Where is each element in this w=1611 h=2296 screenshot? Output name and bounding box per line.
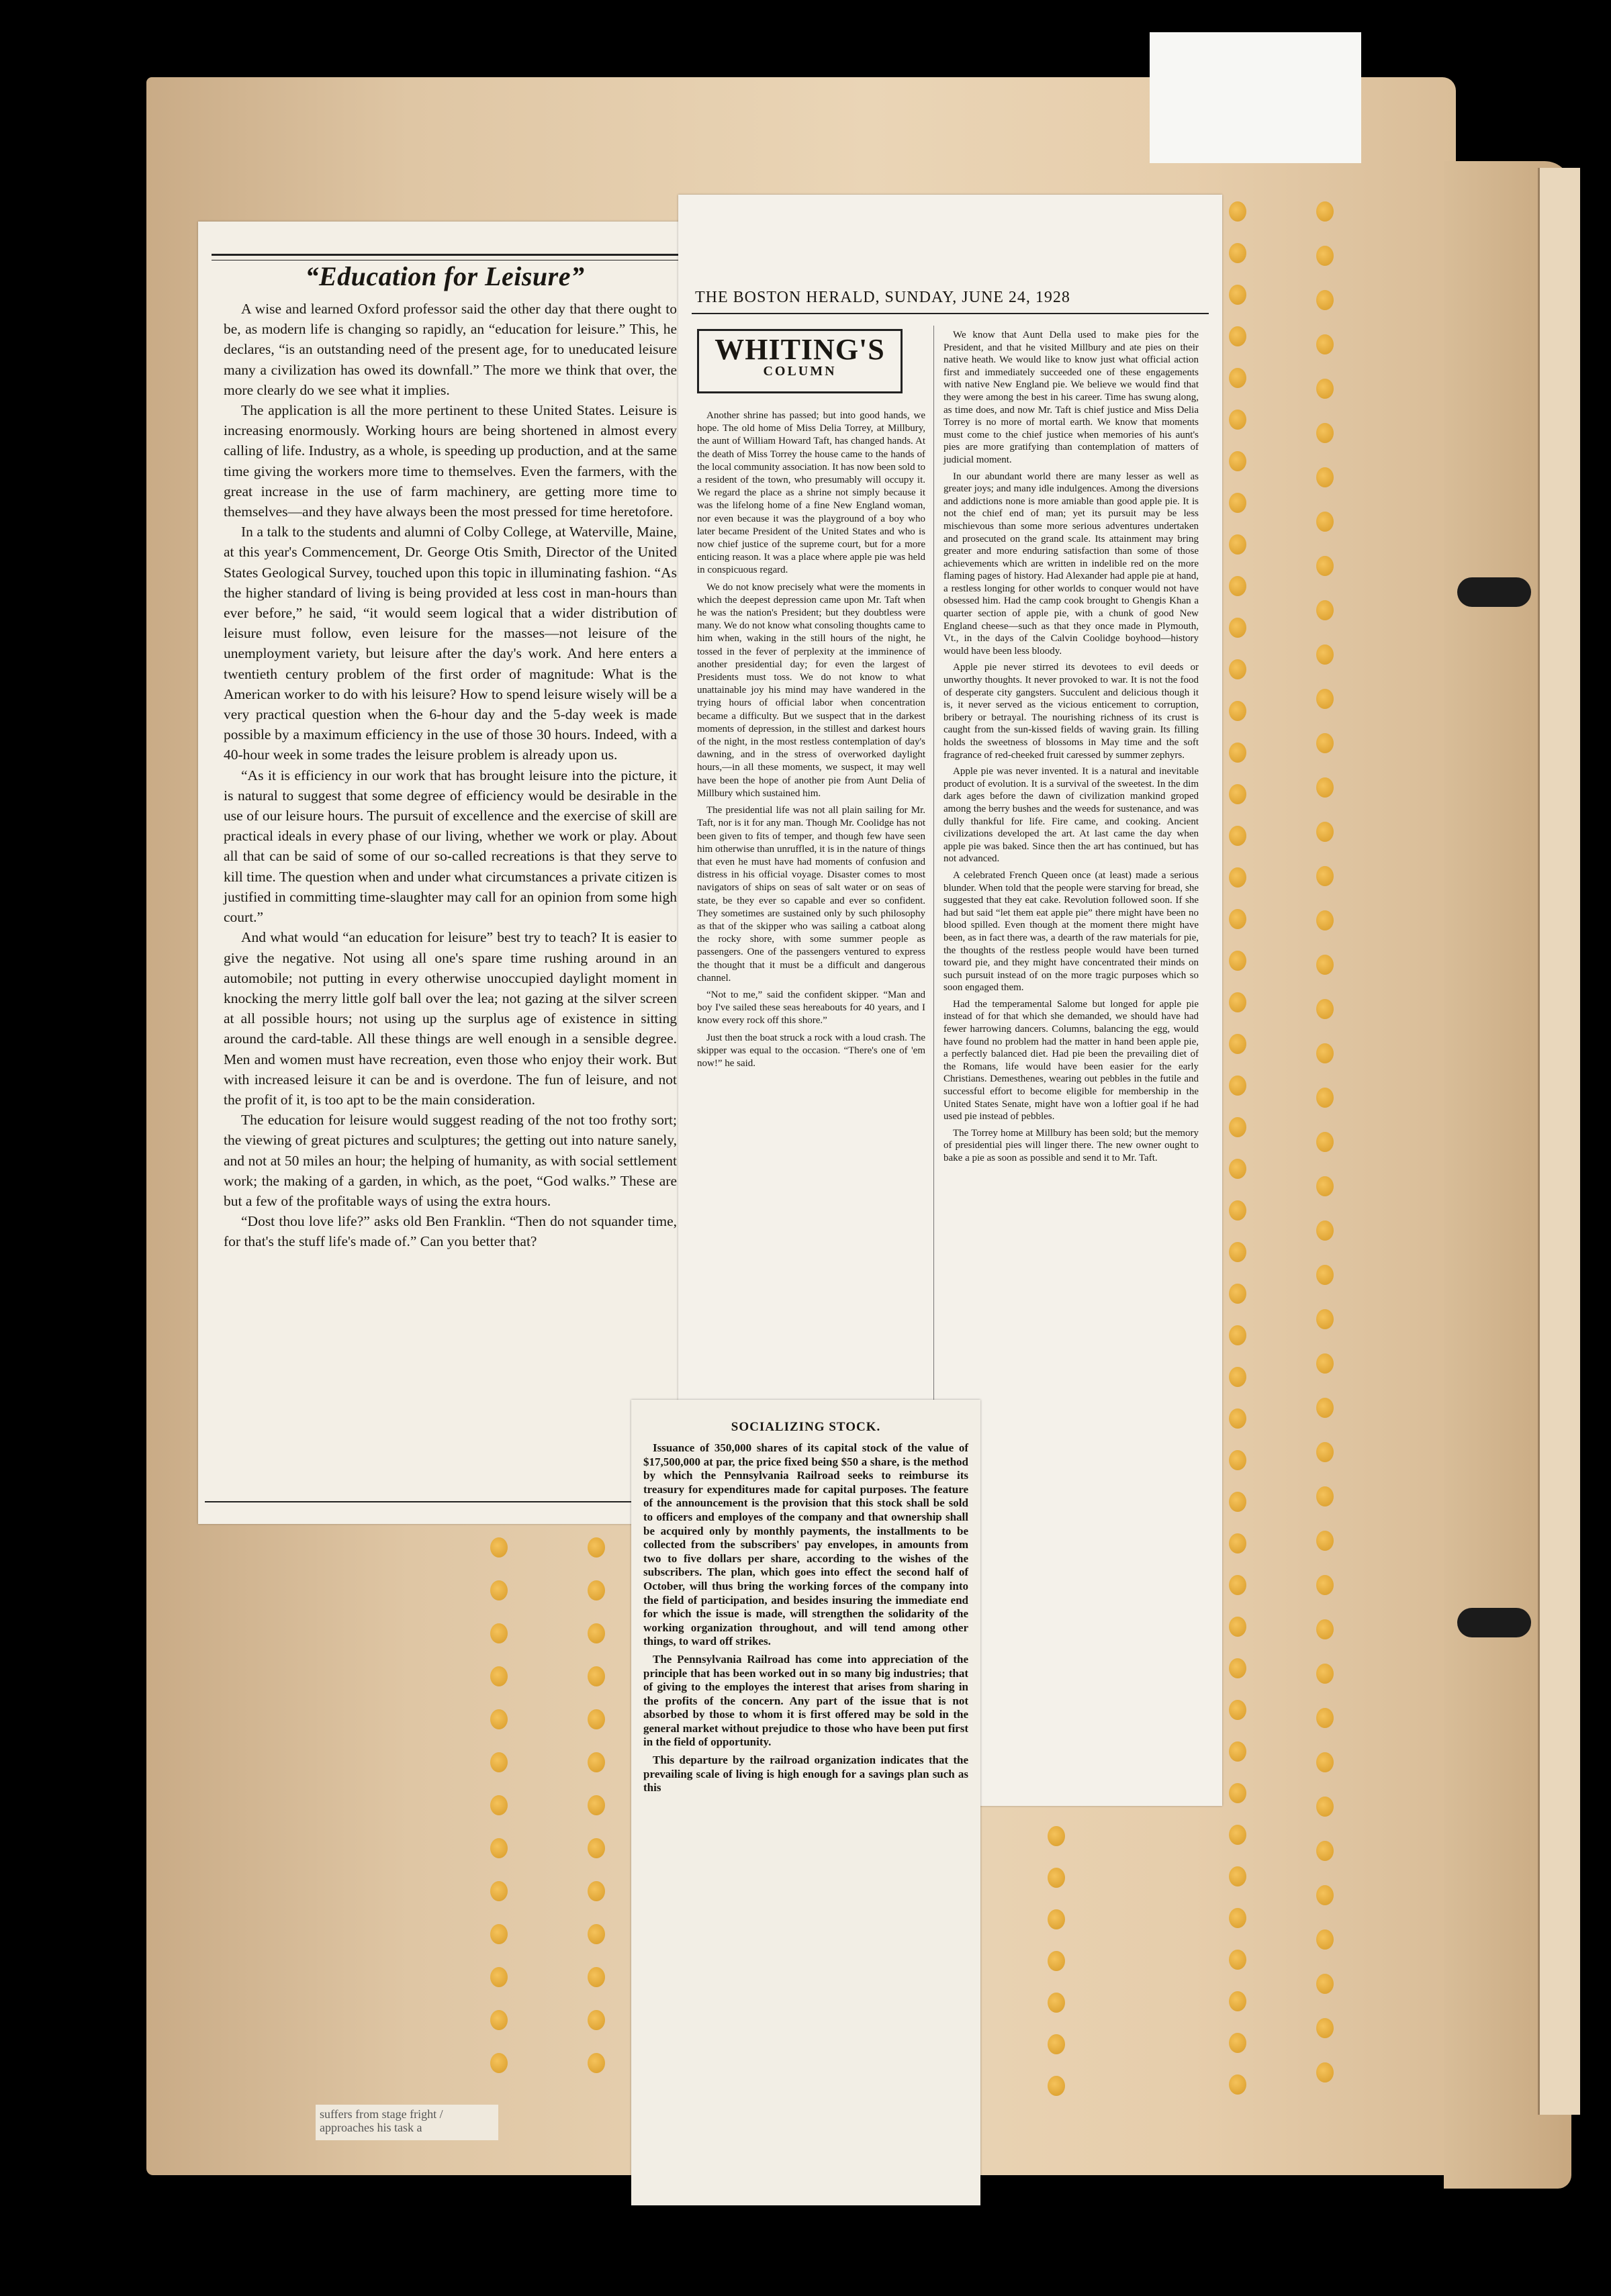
perforation-dot (1316, 290, 1334, 310)
perforation-dot (1229, 1700, 1246, 1720)
perforation-dot (1316, 644, 1334, 665)
perforation-dot (1229, 826, 1246, 846)
perforation-dot (1316, 1974, 1334, 1994)
herald-paragraph: Apple pie was never invented. It is a natural and inevitable product of evolution. It is a survival of the sweetest. In the dim dark ages before the dawn of civilization mankind groped among the berry bushes and the weeds for sustenance, and was dully thankful for life. Fire came, and cooking. Ancient civilizations developed the art. At last came the day when apple pie was baked. Since then the art has continued, but has not advanced. (943, 766, 1199, 865)
perforation-dot (1316, 1575, 1334, 1595)
perforation-dot (1316, 556, 1334, 576)
perforation-dot (1316, 1265, 1334, 1285)
perforation-dot (1229, 867, 1246, 888)
perforation-dot (490, 1967, 508, 1987)
perforation-dot (1229, 368, 1246, 388)
perforation-dot (1316, 866, 1334, 886)
perforation-dot (1229, 1866, 1246, 1886)
perforation-dot (1229, 1741, 1246, 1762)
perforation-dot (1316, 246, 1334, 266)
perforation-dot (1229, 618, 1246, 638)
perforation-dot (1316, 1752, 1334, 1772)
perforation-dot (1229, 410, 1246, 430)
editorial-paragraph: And what would “an education for leisure” best try to teach? It is easier to give the negative. Not using all one's spare time rushing around in an automobile; not putting in every otherwise unoccupied daylight moment in knocking the merry little golf ball over the lea; not gazing at the silver screen at all possible hours; not using up the surplus age of existence in sitting around the card-table. All these things are well enough in a sensible degree. Men and women must have recreation, even those who enjoy their work. But with increased leisure it can be and is overdone. The fun of leisure, and not the profit of it, is too apt to be the main consideration. (224, 929, 677, 1108)
perforation-dot (1229, 1950, 1246, 1970)
binder-clip-lower (1457, 1608, 1531, 1637)
perforation-dot (1316, 910, 1334, 930)
social-paragraph: This departure by the railroad organization indicates that the prevailing scale of living is high enough for a savings plan such as this (643, 1754, 968, 1795)
perforation-dot (1229, 1325, 1246, 1345)
perforation-dot (1229, 1533, 1246, 1553)
editorial-paragraph: “As it is efficiency in our work that has brought leisure into the picture, it is natural to suggest that some degree of efficiency would be desirable in the use of our leisure hours. The pursuit of excellence and the exercise of skill are practical ideals in every phase of our living, whether we work or play. About all that can be said of some of our so-called recreations is that they serve to kill time. The question when and under what circumstances a private citizen is justified in committing time-slaughter may call for an opinion from some high court.” (224, 767, 677, 926)
perforation-dot (1316, 822, 1334, 842)
herald-paragraph: The Torrey home at Millbury has been sold; but the memory of presidential pies will linger there. The new owner ought to bake a pie as soon as possible and send it to Mr. Taft. (943, 1127, 1199, 1163)
perforation-dot (1048, 1868, 1065, 1888)
perforation-dot (1229, 493, 1246, 513)
perforation-dot (1229, 534, 1246, 555)
perforation-dot (1229, 909, 1246, 929)
perforation-dot (588, 1580, 605, 1600)
perforation-dot (490, 2010, 508, 2030)
perforation-dot (588, 1666, 605, 1686)
masthead-subtitle: COLUMN (763, 364, 837, 379)
perforation-dot (1229, 576, 1246, 596)
perforation-dot (1316, 1398, 1334, 1418)
social-paragraph: The Pennsylvania Railroad has come into appreciation of the principle that has been worked out in so many big industries; that of giving to the employes the interest that arises from sharing in the profits of the concern. Any part of the issue that is not absorbed by those to whom it is first offered may be sold in the general market without prejudice to those who have been put first in the field of opportunity. (643, 1652, 968, 1749)
perforation-dot (1229, 243, 1246, 263)
herald-column-left (697, 410, 925, 1074)
perforation-dot (1229, 992, 1246, 1012)
perforation-dot (1229, 1284, 1246, 1304)
binder-clip-upper (1457, 577, 1531, 607)
perforation-dot (490, 1795, 508, 1815)
perforation-dot (1048, 2076, 1065, 2096)
perforation-dot (1316, 1885, 1334, 1905)
herald-paragraph: Apple pie never stirred its devotees to evil deeds or unworthy thoughts. It never provoked to war. It is not the food of desperate city gangsters. Succulent and delicious though it is, it never served as the vicious enticement to corruption, bribery or betrayal. The nourishing richness of its crust is caught from the sun-kissed fields of waving grain. Its filling holds the sweetness of blossoms in May time and the soft fragrance of red-cheeked fruit caressed by summer zephyrs. (943, 662, 1199, 761)
perforation-dot (588, 1537, 605, 1558)
perforation-dot (1229, 326, 1246, 346)
perforation-dot (1229, 1117, 1246, 1137)
perforation-dot (588, 1752, 605, 1772)
editorial-title: “Education for Leisure” (305, 261, 585, 291)
herald-paragraph: “Not to me,” said the confident skipper. “Man and boy I've sailed these seas hereabouts for 40 years, and I know every rock off this shore.” (697, 989, 925, 1026)
herald-paragraph: We do not know precisely what were the moments in which the deepest depression came upon Mr. Taft when he was the nation's President; but they doubtless were many. We do not know what consoling thoughts came to him when, waking in the still hours of the night, he tossed in the fever of perplexity at the imminence of another presidential day; for even the largest of Presidents must toss. We do not know to what unattainable joy his mind may have wandered in the trying hours of official labor when concentration became a difficulty. But we suspect that in the darkest moments of depression, in the stillest and darkest hours of the night, in the most restless contemplation of day's dawning, and in the stress of overworked daylight hours,—in all these moments, we suspect, it may well have been the hope of another pie from Aunt Delia of Millbury which sustained him. (697, 581, 925, 799)
masthead-title: WHITING'S (715, 333, 885, 366)
perforation-dot (1229, 659, 1246, 679)
perforation-dot (1229, 1908, 1246, 1928)
social-paragraph: Issuance of 350,000 shares of its capital stock of the value of $17,500,000 at par, the price fixed being $50 a share, is the method by which the Pennsylvania Railroad seeks to reimburse its treasury for expenditures made for capital purposes. The feature of the announcement is the provision that this stock shall be sold to officers and employes of the company and that ownership shall be acquired only by monthly payments, the installments to be collected from the subscribers' pay envelopes, in amounts from two to five dollars per share, according to the wishes of the subscribers. The plan, which goes into effect the second half of October, will thus bring the working forces of the company into the field of participation, and besides insuring the immediate end for which the issue is made, will strengthen the solidarity of the working organization throughout, and will tend among other things, to ward off strikes. (643, 1441, 968, 1648)
perforation-dot (1316, 2062, 1334, 2083)
perforation-dot (1316, 777, 1334, 798)
perforation-dot (588, 1967, 605, 1987)
perforation-dot (1229, 201, 1246, 222)
perforation-dot (1316, 999, 1334, 1019)
perforation-dot (1316, 1841, 1334, 1861)
perforation-dot (1229, 1991, 1246, 2011)
perforation-dot (1229, 1034, 1246, 1054)
herald-paragraph: In our abundant world there are many lesser as well as greater joys; and many idle indulgences. Among the diversions and addictions none is more amiable than good apple pie. It is not the chief end of man; yet its pursuit may be less mischievous than some more serious adventures undertaken and prosecuted on the grand scale. Its attainment may bring greater and more enduring satisfaction than some of those achievements which are written in indelible red on the more flaming pages of history. Had Alexander had apple pie at hand, a restless longing for other worlds to conquer would not have obsessed him. Had the camp cook brought to Ghengis Khan a quarter section of apple pie, with a chunk of good New England cheese—such as that they once made in Plymouth, Vt., in the days of the Calvin Coolidge boyhood—history would have been less bloody. (943, 471, 1199, 657)
column-masthead (697, 329, 903, 393)
perforation-dot (490, 1709, 508, 1729)
perforation-dot (490, 1580, 508, 1600)
perforation-dot (1316, 600, 1334, 620)
herald-paragraph: We know that Aunt Della used to make pies for the President, and that he visited Millbury and ate pies on their native heath. We would like to know just what official action first and immediately succeeded one of these engagements with native New England pie. We believe we would find that they were among the best in his career. Time has swung along, as time does, and now Mr. Taft is chief justice and Miss Delia Torrey is no more of mortal earth. We know that moments must come to the chief justice when memories of his aunt's pies are more gratifying than contemplation of matters of judicial moment. (943, 330, 1199, 465)
perforation-dot (1316, 423, 1334, 443)
perforation-dot (588, 2010, 605, 2030)
perforation-dot (1316, 512, 1334, 532)
perforation-dot (1229, 1825, 1246, 1845)
perforation-dot (490, 1924, 508, 1944)
perforation-dot (1229, 743, 1246, 763)
perforation-dot (1316, 1353, 1334, 1374)
perforation-dot (588, 1881, 605, 1901)
perforation-dot (1316, 1619, 1334, 1639)
perforation-dot (1048, 2034, 1065, 2054)
herald-paragraph: A celebrated French Queen once (at least) made a serious blunder. When told that the people were starving for bread, she suggested that they eat cake. Revolution followed soon. If she had but said “let them eat apple pie” there might have been no blood spilled. Even though at the moment there might have been, as in fact there was, a dearth of the raw materials for pie, the thoughts of the restless people would have been turned toward pie, and they might have concentrated their minds on such pursuit instead of on the more tragic purposes which so soon engaged them. (943, 869, 1199, 994)
perforation-dot (1316, 1043, 1334, 1063)
perforation-dot (1048, 1826, 1065, 1846)
perforation-dot (1316, 1664, 1334, 1684)
perforation-dot (588, 1838, 605, 1858)
dateline-rule (692, 313, 1209, 314)
herald-paragraph: Just then the boat struck a rock with a loud crash. The skipper was equal to the occasion. “There's one of 'em now!” he said. (697, 1032, 925, 1069)
perforation-dot (490, 1666, 508, 1686)
perforation-dot (1229, 1200, 1246, 1221)
perforation-dot (490, 1623, 508, 1643)
perforation-dot (1229, 1658, 1246, 1678)
sticky-note (1150, 32, 1361, 163)
bottom-scrap-strip: suffers from stage fright / approaches his task a (316, 2105, 498, 2140)
editorial-paragraph: The education for leisure would suggest reading of the not too frothy sort; the viewing of great pictures and sculptures; the getting out into nature sanely, and not at 50 miles an hour; the helping of humanity, as with social settlement work; the making of a garden, in which, as the poet, “God walks.” These are but a few of the profitable ways of using the extra hours. (224, 1112, 677, 1209)
perforation-dot (1316, 1442, 1334, 1462)
herald-column-right (943, 329, 1199, 1169)
perforation-dot (588, 1709, 605, 1729)
perforation-dot (1229, 451, 1246, 471)
perforation-dot (1316, 1708, 1334, 1728)
socializing-stock-clipping (631, 1400, 980, 2205)
perforation-dot (1229, 285, 1246, 305)
herald-dateline: THE BOSTON HERALD, SUNDAY, JUNE 24, 1928 (695, 289, 1070, 306)
herald-paragraph: Had the temperamental Salome but longed for apple pie instead of for that which she demanded, we should have had fewer harrowing dancers. Columns, balancing the egg, would have found no problem had the matter in hand been apple pie, a perfectly balanced diet. Had pie been the prevailing diet of the Romans, life would have been easier for the early Christians. Demesthenes, wearing out pebbles in the futile and successful effort to become eligible for membership in the United States Senate, might have won a loftier goal if he had used pie instead of pebbles. (943, 998, 1199, 1122)
perforation-dot (1316, 733, 1334, 753)
perforation-dot (1316, 1176, 1334, 1196)
perforation-dot (1316, 955, 1334, 975)
editorial-body (224, 299, 677, 1252)
page-stack-edge (1538, 168, 1580, 2115)
editorial-clipping (198, 222, 692, 1524)
perforation-dot (490, 1537, 508, 1558)
perforation-dot (1316, 2018, 1334, 2038)
perforation-dot (490, 1881, 508, 1901)
perforation-dot (1316, 1929, 1334, 1950)
perforation-dot (1048, 1993, 1065, 2013)
perforation-dot (1316, 334, 1334, 354)
perforation-dot (490, 1838, 508, 1858)
perforation-dot (1229, 1492, 1246, 1512)
perforation-dot (588, 1795, 605, 1815)
perforation-dot (1229, 1075, 1246, 1096)
editorial-paragraph: “Dost thou love life?” asks old Ben Franklin. “Then do not squander time, for that's the stuff life's made of.” Can you better that? (224, 1213, 677, 1250)
perforation-dot (1048, 1951, 1065, 1971)
perforation-dot (1316, 689, 1334, 709)
perforation-dot (1229, 701, 1246, 721)
perforation-dot (1229, 1617, 1246, 1637)
perforation-dot (1229, 1450, 1246, 1470)
perforation-dot (588, 2053, 605, 2073)
perforation-dot (1048, 1909, 1065, 1929)
perforation-dot (1229, 2074, 1246, 2095)
perforation-dot (1229, 1408, 1246, 1429)
perforation-dot (1229, 951, 1246, 971)
bottom-rule (205, 1501, 685, 1505)
perforation-dot (1229, 1242, 1246, 1262)
editorial-paragraph: In a talk to the students and alumni of Colby College, at Waterville, Maine, at this year's Commencement, Dr. George Otis Smith, Director of the United States Geological Survey, touched upon this topic in illuminating fashion. “As the higher standard of living is being provided at less cost in man-hours than ever before,” he said, “it would seem logical that a wider distribution of leisure must follow, even leisure for the masses—not leisure of the unemployment variety, but leisure after the day's work. And here enters a twentieth century problem of the first order of magnitude: What is the American worker to do with his leisure? How to spend leisure wisely will be a very practical question when the 6-hour day and the 5-day week is made possible by a maximum efficiency in the use of those 30 hours. Indeed, with a 40-hour week in some trades the leisure problem is already upon us. (224, 524, 677, 763)
editorial-paragraph: The application is all the more pertinent to these United States. Leisure is increasing enormously. Working hours are being shortened in almost every calling of life. Industry, as a whole, is speeding up production, and at the same time giving the workers more time to themselves. Even the farmers, with the great increase in the use of farm machinery, are getting more time to themselves—and they have always been the most pressed for time heretofore. (224, 402, 677, 520)
perforation-dot (1229, 1575, 1246, 1595)
perforation-dot (1316, 1088, 1334, 1108)
perforation-dot (1316, 1309, 1334, 1329)
perforation-dot (1316, 467, 1334, 487)
perforation-dot (1229, 784, 1246, 804)
social-body (643, 1441, 968, 1799)
perforation-dot (1229, 1367, 1246, 1387)
editorial-paragraph: A wise and learned Oxford professor said the other day that there ought to be, as modern life is changing so rapidly, an “education for leisure.” This, he declares, “is an outstanding need of the present age, for to uneducated leisure many a civilization has owed its downfall.” The more we think that over, the more clearly do we see what it implies. (224, 301, 677, 398)
top-rule (212, 254, 678, 260)
perforation-dot (1316, 1132, 1334, 1152)
perforation-dot (490, 2053, 508, 2073)
perforation-dot (1316, 1221, 1334, 1241)
perforation-dot (1229, 1783, 1246, 1803)
perforation-dot (1316, 1797, 1334, 1817)
perforation-dot (1316, 201, 1334, 222)
perforation-dot (1316, 1531, 1334, 1551)
herald-paragraph: The presidential life was not all plain sailing for Mr. Taft, nor is it for any man. Though Mr. Coolidge has not been given to fits of temper, and though few have seen him otherwise than unruffled, it is in the nature of things that even he must have had moments of confusion and distress in his official voyage. Disaster comes to most navigators of ships on seas of salt water or on seas of state, be they ever so capable and ever so confident. They sometimes are sustained only by such philosophy as that of the skipper who was sailing a catboat along the rocky shore, with some summer people as passengers. One of the passengers ventured to express the thought that it must be a difficult and dangerous channel. (697, 805, 925, 984)
perforation-dot (1229, 2033, 1246, 2053)
social-title: SOCIALIZING STOCK. (731, 1420, 881, 1434)
perforation-dot (588, 1924, 605, 1944)
perforation-dot (1316, 1486, 1334, 1506)
perforation-dot (1316, 379, 1334, 399)
herald-paragraph: Another shrine has passed; but into good hands, we hope. The old home of Miss Delia Torrey, at Millbury, the aunt of William Howard Taft, has changed hands. At the death of Miss Torrey the house came to the hands of the local community association. It has now been sold to a resident of the town, who presumably will occupy it. We regard the place as a shrine not simply because it was the lifelong home of a fine New England woman, nor even because it was the playground of a boy who later became President of the United States and who is now chief justice of the supreme court, but for a more enticing reason. It was a place where apple pie was held in conspicuous regard. (697, 410, 925, 576)
perforation-dot (588, 1623, 605, 1643)
perforation-dot (490, 1752, 508, 1772)
perforation-dot (1229, 1159, 1246, 1179)
